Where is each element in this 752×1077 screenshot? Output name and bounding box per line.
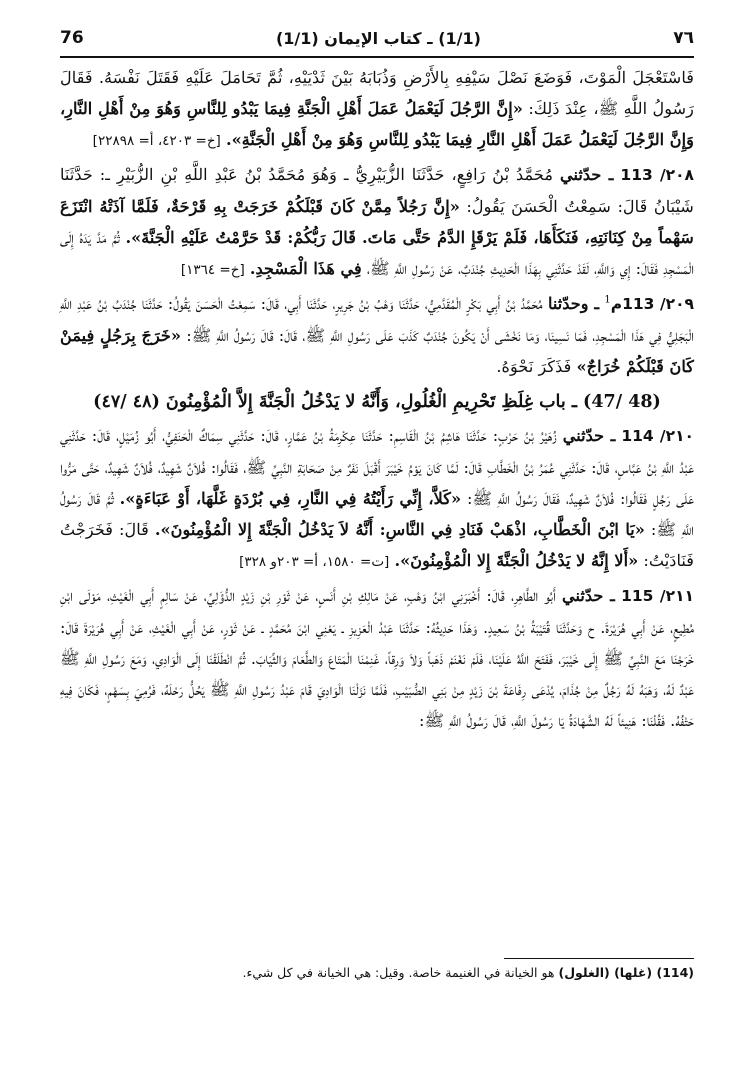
running-title: (1/1) ـ كتاب الإيمان (1/1) [275, 28, 481, 48]
isnad-text: مُحَمَّدُ بْنُ أَبِي بَكْرٍ الْمُقَدَّمِيُّ، حَدَّثَنَا وَهْبُ بْنُ جَرِيرٍ، حَدَّثَنَا أَبِي، قَالَ: سَمِعْتُ الْحَسَنَ يَقُولُ: حَدَّثَنَا جُنْدَبُ بْنُ عَبْدِ اللَّهِ الْبَجَلِيُّ فِي هَذَا الْمَسْجِدِ، فَمَا نَسِينَا، وَمَا نَخْشَى أَنْ يَكُونَ جُنْدَبٌ كَذَبَ عَلَى رَسُولِ اللَّهِ ﷺ، قَالَ: قَالَ رَسُولُ اللَّهِ ﷺ: [60, 294, 694, 345]
prophetic-saying: «يَا ابْنَ الْخَطَّابِ، اذْهَبْ فَنَادِ فِي النَّاسِ: أَنَّهُ لاَ يَدْخُلُ الْجَنَّةَ إِلا الْمُؤْمِنُونَ». [154, 520, 645, 539]
prophetic-saying: «خَرَجَ بِرَجُلٍ فِيمَنْ كَانَ قَبْلَكُمْ خُرَاجٌ» [60, 326, 694, 376]
hadith-208 [60, 159, 694, 286]
hadith-number: ٢٠٩/ 113م [610, 295, 695, 313]
cross-reference: [خ= ١٣٦٤] [180, 262, 245, 278]
hadith-209 [60, 288, 694, 382]
footnote-marker: 1 [604, 294, 611, 306]
footnote-rule [504, 958, 694, 959]
hadith-number: ٢١٠/ 114 [621, 427, 694, 445]
header-rule [60, 56, 694, 58]
hadith-lead: ـ حدّثني [559, 165, 614, 184]
footnote-text: هو الخيانة في الغنيمة خاصة. وقيل: هي الخيانة في كل شيء. [242, 965, 555, 980]
chapter-heading: (48 /47) ـ باب غِلَظِ تَحْرِيمِ الْغُلُولِ، وَأَنَّهُ لا يَدْخُلُ الْجَنَّةَ إِلاَّ الْمُؤْمِنُونَ (٤٨ /٤٧) [93, 392, 661, 412]
hadith-number: ٢١١/ 115 [621, 587, 694, 605]
hadith-continuation [60, 62, 694, 157]
prophetic-saying: «إِنَّ الرَّجُلَ لَيَعْمَلُ عَمَلَ أَهْلِ الْجَنَّةِ فِيمَا يَبْدُو لِلنَّاسِ وَهُوَ مِنْ أَهْلِ النَّارِ، وَإِنَّ الرَّجُلَ لَيَعْمَلُ عَمَلَ أَهْلِ النَّارِ فِيمَا يَبْدُو لِلنَّاسِ وَهُوَ مِنْ أَهْلِ الْجَنَّةِ». [60, 99, 694, 149]
narration-text: فَاسْتَعْجَلَ الْمَوْتَ، فَوَضَعَ نَصْلَ سَيْفِهِ بِالأَرْضِ وَذُبَابَهُ بَيْنَ ثَدْيَيْهِ، ثُمَّ تَحَامَلَ عَلَيْهِ فَقَتَلَ نَفْسَهُ. فَقَالَ رَسُولُ اللَّهِ ﷺ، عِنْدَ ذَلِكَ: [60, 68, 694, 118]
isnad-text: مُحَمَّدُ بْنُ رَافِعٍ، حَدَّثَنَا الزُّبَيْرِيُّ ـ وَهُوَ مُحَمَّدُ بْنُ عَبْدِ اللَّهِ بْنِ الزُّبَيْرِ ـ: حَدَّثَنَا شَيْبَانُ قَالَ: سَمِعْتُ الْحَسَنَ يَقُولُ: [60, 165, 694, 216]
footnote-key: (114) (غلها) (الغلول) [558, 965, 694, 980]
page-number-right: ٧٦ [673, 28, 694, 48]
narration-text: ثُمَّ مَدَّ يَدَهُ إِلَى الْمَسْجِدِ فَقَالَ: إِي وَاللَّهِ، لَقَدْ حَدَّثَنِي بِهَذَا الْحَدِيثِ جُنْدَبٌ، عَنْ رَسُولِ اللَّهِ ﷺ، [60, 228, 694, 278]
isnad-text: أَبُو الطَّاهِرِ، قَالَ: أَخْبَرَنِي ابْنُ وَهْبٍ، عَنْ مَالِكِ بْنِ أَنَسٍ، عَنْ ثَوْرِ بْنِ زَيْدٍ الدُّؤَلِيِّ، عَنْ سَالِمٍ أَبِي الْغَيْثِ، مَوْلَى ابْنِ مُطِيعٍ، عَنْ أَبِي هُرَيْرَةَ. ح وَحَدَّثَنَا قُتَيْبَةُ بْنُ سَعِيدٍ. وَهَذَا حَدِيثُهُ: حَدَّثَنَا عَبْدُ الْعَزِيزِ ـ يَعْنِي ابْنَ مُحَمَّدٍ ـ عَنْ ثَوْرٍ، عَنْ أَبِي الْغَيْثِ، عَنْ أَبِي هُرَيْرَةَ قَالَ: خَرَجْنَا مَعَ النَّبِيِّ ﷺ إِلَى خَيْبَرَ، فَفَتَحَ اللَّهُ عَلَيْنَا، فَلَمْ نَغْنَمْ ذَهَباً وَلاَ وَرِقاً، غَنِمْنَا الْمَتَاعَ وَالطَّعَامَ وَالثِّيَابَ. ثُمَّ انْطَلَقْنَا إِلَى الْوَادِي، وَمَعَ رَسُولِ اللَّهِ ﷺ عَبْدٌ لَهُ، وَهَبَهُ لَهُ رَجُلٌ مِنْ جُذَامَ، يُدْعَى رِفَاعَةَ بْنَ زَيْدٍ مِنْ بَنِي الضُّبَيْبِ، فَلَمَّا نَزَلْنَا الْوَادِيَ قَامَ عَبْدُ رَسُولِ اللَّهِ ﷺ يَحُلُّ رَحْلَهُ، فَرُمِيَ بِسَهْمٍ، فَكَانَ فِيهِ حَتْفُهُ. فَقُلْنَا: هَنِيئاً لَهُ الشَّهَادَةُ يَا رَسُولَ اللَّهِ، قَالَ رَسُولُ اللَّهِ ﷺ: [60, 586, 694, 730]
prophetic-saying: «كَلاَّ، إِنِّي رَأَيْتُهُ فِي النَّارِ، فِي بُرْدَةٍ غَلَّهَا، أَوْ عَبَاءَةٍ». [119, 489, 462, 508]
hadith-number: ٢٠٨/ 113 [620, 166, 695, 184]
main-text [60, 62, 694, 736]
hadith-lead: ـ حدّثني [562, 426, 616, 445]
narration-text: قَالَ: فَخَرَجْتُ فَنَادَيْتُ: [60, 520, 694, 570]
proclamation-text: «أَلا إِنَّهُ لا يَدْخُلُ الْجَنَّةَ إِلا الْمُؤْمِنُونَ». [394, 551, 639, 570]
cross-reference: [خ= ٤٢٠٣، أ= ٢٢٨٩٨] [92, 133, 221, 149]
hadith-210 [60, 420, 694, 578]
page-header [60, 20, 694, 56]
footnote [60, 962, 694, 984]
prophetic-saying: «إِنَّ رَجُلاً مِمَّنْ كَانَ قَبْلَكُمْ خَرَجَتْ بِهِ قَرْحَةٌ، فَلَمَّا آذَتْهُ انْتَزَعَ سَهْماً مِنْ كِنَانَتِهِ، فَنَكَأَهَا، فَلَمْ يَرْقَإِ الدَّمُ حَتَّى مَاتَ. قَالَ رَبُّكُمْ: قَدْ حَرَّمْتُ عَلَيْهِ الْجَنَّةَ». [60, 197, 694, 247]
isnad-text: زُهَيْرُ بْنُ حَرْبٍ: حَدَّثَنَا هَاشِمُ بْنُ الْقَاسِمِ: حَدَّثَنَا عِكْرِمَةُ بْنُ عَمَّارٍ، قَالَ: حَدَّثَنِي سِمَاكٌ الْحَنَفِيُّ، أَبُو زُمَيْلٍ، قَالَ: حَدَّثَنِي عَبْدُ اللَّهِ بْنُ عَبَّاسٍ، قَالَ: حَدَّثَنِي عُمَرُ بْنُ الْخَطَّابِ قَالَ: لَمَّا كَانَ يَوْمُ خَيْبَرَ أَقْبَلَ نَفَرٌ مِنْ صَحَابَةِ النَّبِيِّ ﷺ، فَقَالُوا: فُلاَنٌ شَهِيدٌ، فُلاَنٌ شَهِيدٌ، حَتَّى مَرُّوا عَلَى رَجُلٍ فَقَالُوا: فُلاَنٌ شَهِيدٌ، فَقَالَ رَسُولُ اللَّهِ ﷺ: [60, 426, 694, 508]
narration-text: فَذَكَرَ نَحْوَهُ. [496, 357, 572, 376]
page-number-left: 76 [60, 28, 84, 48]
hadith-lead: ـ حدّثني [562, 586, 615, 605]
narration-text: ثُمَّ قَالَ رَسُولُ اللَّهِ ﷺ: [60, 489, 694, 539]
hadith-lead: ـ وحدّثنا [547, 294, 600, 313]
emphasis-text: فِي هَذَا الْمَسْجِدِ. [249, 259, 362, 278]
hadith-211 [60, 580, 694, 736]
cross-reference: [ت= ١٥٨٠، أ= ٢٠٣و ٣٢٨] [239, 554, 390, 570]
